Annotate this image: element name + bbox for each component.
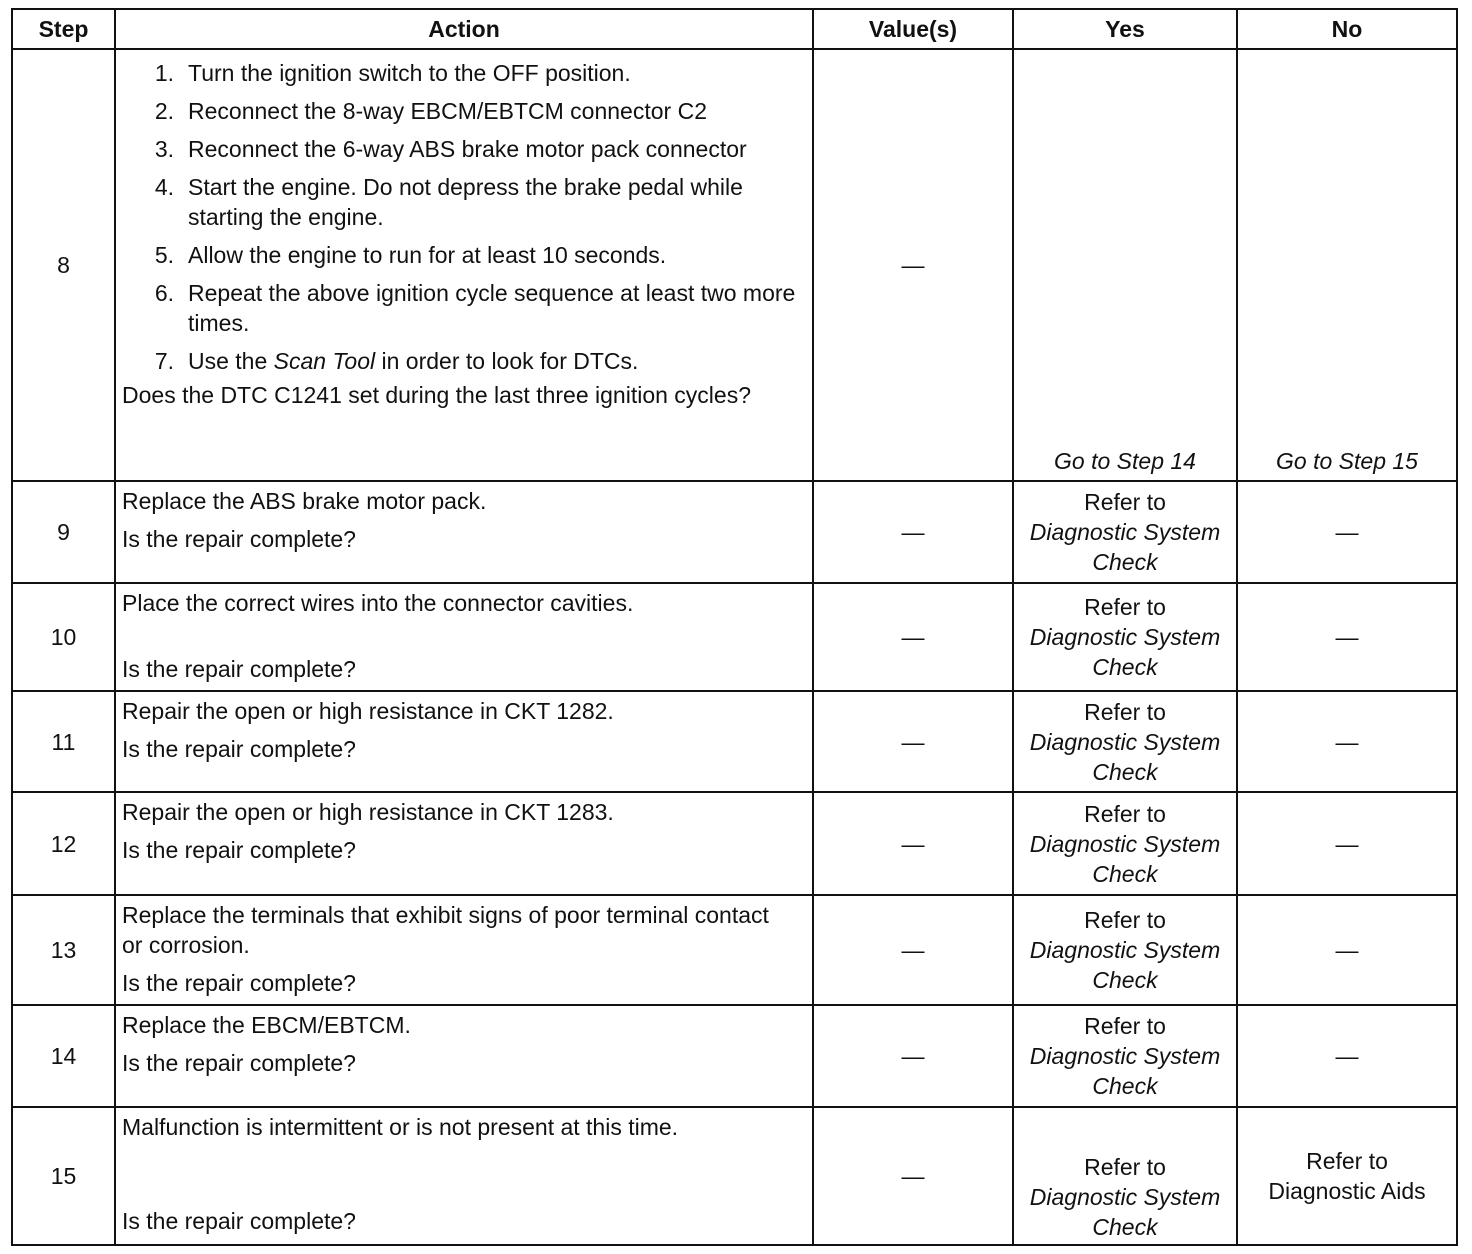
action-text: Replace the terminals that exhibit signs of poor terminal contact or corrosion. (122, 902, 769, 958)
action-text: Repair the open or high resistance in CKT 1282. (122, 698, 614, 724)
no-cell: — (1237, 691, 1457, 792)
list-item: 4. Start the engine. Do not depress the brake pedal while starting the engine. (154, 174, 743, 230)
value-cell: — (813, 895, 1013, 1005)
step-number: 15 (12, 1107, 115, 1245)
table-row (12, 1107, 1457, 1245)
no-cell: — (1237, 583, 1457, 691)
yes-refer: Refer to (1084, 698, 1166, 725)
table-row (12, 792, 1457, 895)
value-cell: — (813, 1005, 1013, 1107)
table-row (12, 895, 1457, 1005)
yes-refer: Refer to (1084, 1154, 1166, 1180)
action-list (122, 58, 806, 376)
action-question: Is the repair complete? (122, 970, 356, 996)
yes-refer: Refer to (1084, 907, 1166, 933)
list-item: 5. Allow the engine to run for at least 10 seconds. (154, 242, 667, 268)
step-number: 14 (12, 1005, 115, 1107)
action-question: Is the repair complete? (122, 1050, 356, 1076)
diagnostic-table (11, 8, 1458, 1246)
step-number: 12 (12, 792, 115, 895)
list-item: 2. Reconnect the 8-way EBCM/EBTCM connector C2 (154, 98, 707, 124)
value-cell: — (813, 691, 1013, 792)
header-yes: Yes (1013, 9, 1237, 49)
action-question: Is the repair complete? (122, 656, 356, 682)
action-text: Replace the ABS brake motor pack. (122, 488, 487, 514)
header-action: Action (115, 9, 813, 49)
action-cell (115, 1005, 813, 1107)
yes-cell (1013, 895, 1237, 1005)
value-cell: — (813, 49, 1013, 481)
action-question: Is the repair complete? (122, 526, 356, 552)
action-cell (115, 49, 813, 481)
value-cell: — (813, 792, 1013, 895)
action-cell (115, 583, 813, 691)
action-text: Repair the open or high resistance in CKT 1283. (122, 799, 614, 825)
action-cell (115, 691, 813, 792)
table-row (12, 481, 1457, 583)
list-item: 1. Turn the ignition switch to the OFF position. (154, 60, 631, 86)
yes-refer: Refer to (1084, 594, 1166, 620)
no-cell: — (1237, 1005, 1457, 1107)
value-cell: — (813, 481, 1013, 583)
yes-refer: Refer to (1084, 489, 1166, 515)
scan-tool-term: Scan Tool (273, 348, 376, 374)
list-item: 3. Reconnect the 6-way ABS brake motor pack connector (154, 136, 747, 162)
header-values: Value(s) (813, 9, 1013, 49)
yes-link[interactable]: Diagnostic System Check (1029, 519, 1221, 575)
value-cell: — (813, 1107, 1013, 1245)
action-text: Malfunction is intermittent or is not present at this time. (122, 1114, 679, 1140)
header-row (12, 9, 1457, 49)
list-item: 7. Use the Scan Tool in order to look for DTCs. (154, 348, 639, 374)
list-item: 6. Repeat the above ignition cycle sequence at least two more times. (154, 280, 796, 336)
yes-link[interactable]: Go to Step 14 (1054, 448, 1196, 474)
yes-link[interactable]: Diagnostic System Check (1029, 728, 1221, 785)
yes-link[interactable]: Diagnostic System Check (1029, 1184, 1221, 1240)
step-number: 11 (12, 691, 115, 792)
no-cell: — (1237, 481, 1457, 583)
yes-link[interactable]: Diagnostic System Check (1029, 1043, 1221, 1099)
no-cell (1237, 49, 1457, 481)
yes-cell (1013, 691, 1237, 792)
yes-cell (1013, 792, 1237, 895)
yes-cell (1013, 1005, 1237, 1107)
action-cell (115, 1107, 813, 1245)
table-row (12, 49, 1457, 481)
yes-cell (1013, 49, 1237, 481)
action-text: Replace the EBCM/EBTCM. (122, 1012, 411, 1038)
action-cell (115, 895, 813, 1005)
yes-link[interactable]: Diagnostic System Check (1029, 937, 1221, 993)
action-text: Place the correct wires into the connector cavities. (122, 590, 634, 616)
action-question: Does the DTC C1241 set during the last three ignition cycles? (122, 382, 751, 408)
header-no: No (1237, 9, 1457, 49)
header-step: Step (12, 9, 115, 49)
action-cell (115, 792, 813, 895)
step-number: 8 (12, 49, 115, 481)
yes-cell (1013, 1107, 1237, 1245)
yes-refer: Refer to (1084, 1013, 1166, 1039)
action-question: Is the repair complete? (122, 1208, 356, 1234)
step-number: 9 (12, 481, 115, 583)
no-cell (1237, 1107, 1457, 1245)
step-number: 10 (12, 583, 115, 691)
value-cell: — (813, 583, 1013, 691)
yes-cell (1013, 481, 1237, 583)
action-question: Is the repair complete? (122, 837, 356, 863)
table-row (12, 583, 1457, 691)
yes-refer: Refer to (1084, 800, 1166, 827)
no-cell: — (1237, 895, 1457, 1005)
yes-link[interactable]: Diagnostic System Check (1029, 624, 1221, 680)
no-link[interactable]: Go to Step 15 (1276, 448, 1418, 474)
step-number: 13 (12, 895, 115, 1005)
no-cell: — (1237, 792, 1457, 895)
no-link[interactable]: Refer to Diagnostic Aids (1268, 1148, 1426, 1204)
action-question: Is the repair complete? (122, 736, 356, 762)
yes-cell (1013, 583, 1237, 691)
table-row (12, 1005, 1457, 1107)
table-row (12, 691, 1457, 792)
yes-link[interactable]: Diagnostic System Check (1029, 830, 1221, 887)
action-cell (115, 481, 813, 583)
